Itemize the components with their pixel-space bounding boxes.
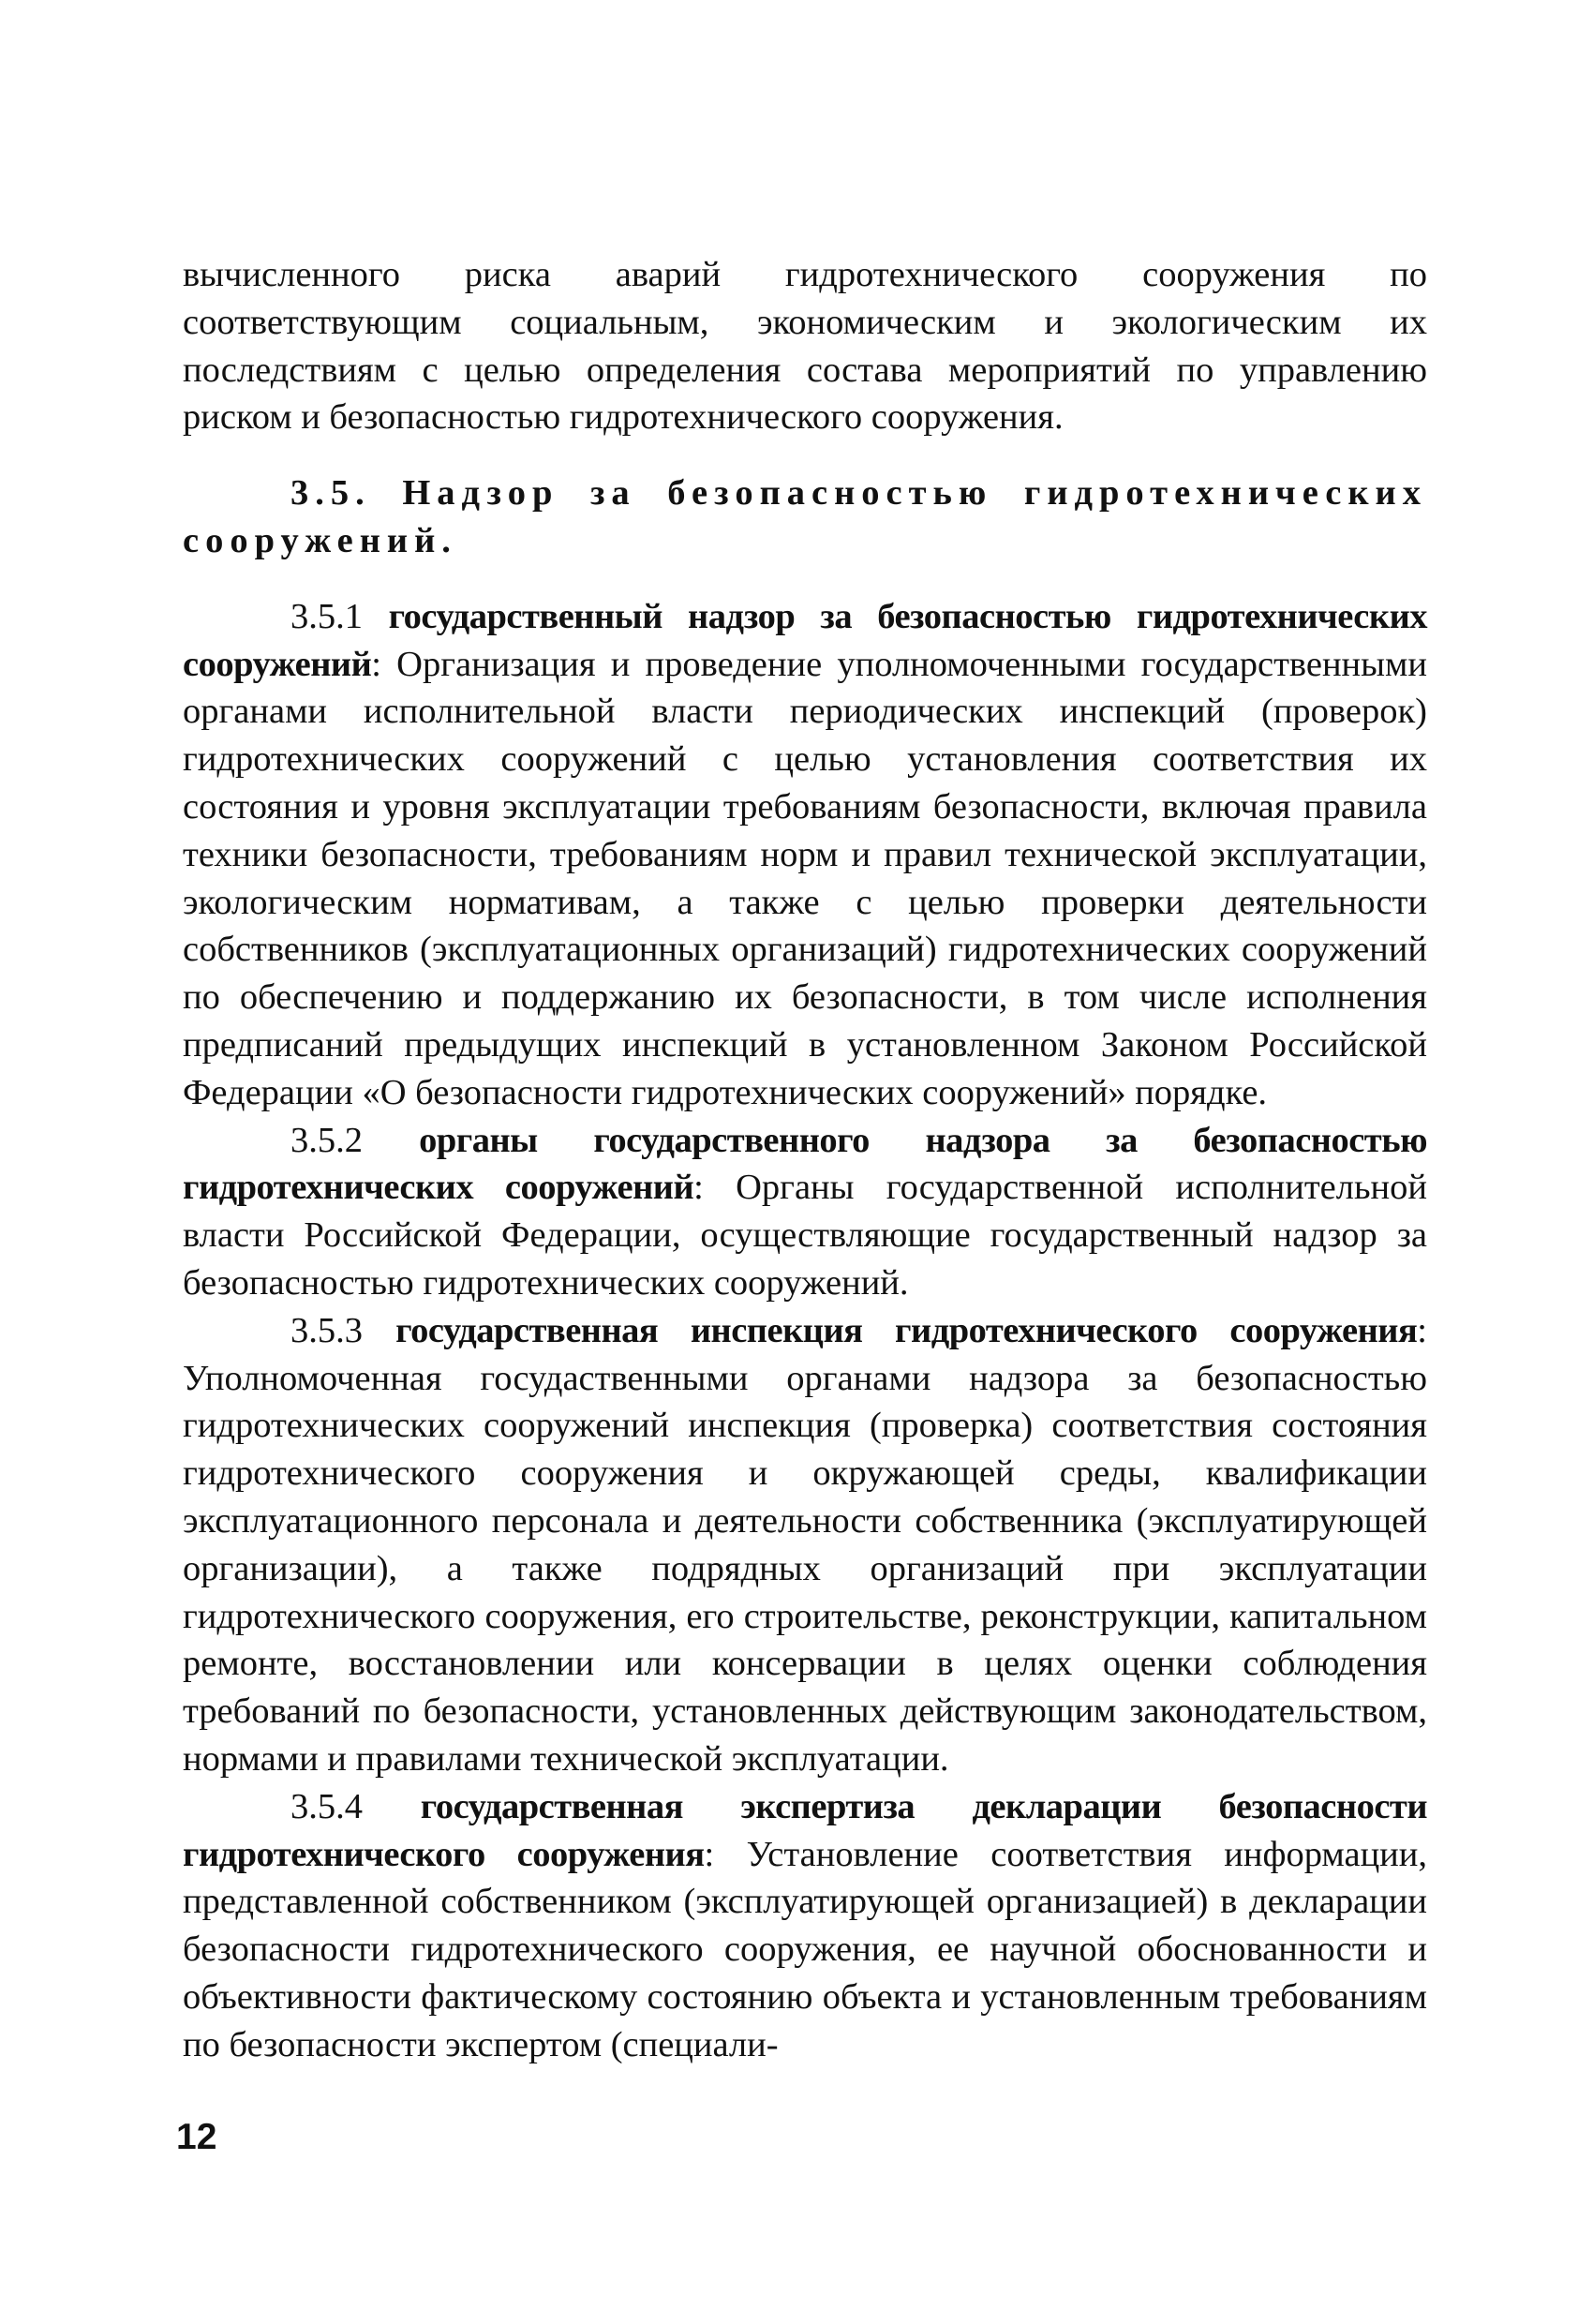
definition-text: : Организация и проведение уполномоченными государственными органами исполнительной власти периодических инспекций (проверок) гидротехнических сооружений с целью установления соответствия их состояния и уровня эксплуатации требованиям безопасности, включая правила техники безопасности, требованиям норм и правил технической эксплуатации, экологическим нормативам, а также с целью проверки деятельности собственников (эксплуатационных организаций) гидротехнических сооружений по обеспечению и поддержанию их безопасности, в том числе исполнения предписаний предыдущих инспекций в установленном Законом Российской Федерации «О безопасности гидротехнических сооружений» порядке. bbox=[183, 644, 1427, 1112]
definition-3-5-2 bbox=[183, 1117, 1427, 1307]
definition-number: 3.5.3 bbox=[290, 1310, 396, 1350]
definition-3-5-3 bbox=[183, 1307, 1427, 1783]
definition-term: государственная инспекция гидротехнического сооружения bbox=[395, 1310, 1418, 1350]
definition-number: 3.5.2 bbox=[290, 1120, 420, 1160]
definition-text: : Уполномоченная госудаственными органами надзора за безопасностью гидротехнических сооружений инспекция (проверка) соответствия состояния гидротехнического сооружения и окружающей среды, квалификации эксплуатационного персонала и деятельности собственника (эксплуатирующей организации), а также подрядных организаций при эксплуатации гидротехнического сооружения, его строительстве, реконструкции, капитальном ремонте, восстановлении или консервации в целях оценки соблюдения требований по безопасности, установленных действующим законодательством, нормами и правилами технической эксплуатации. bbox=[183, 1310, 1427, 1779]
page-number: 12 bbox=[176, 2117, 217, 2157]
definition-text: : Органы государственной исполнительной власти Российской Федерации, осуществляющие государственный надзор за безопасностью гидротехнических сооружений. bbox=[183, 1168, 1427, 1303]
page-body bbox=[183, 251, 1427, 2068]
definition-3-5-1 bbox=[183, 593, 1427, 1117]
section-heading: 3.5. Надзор за безопасностью гидротехнических сооружений. bbox=[183, 473, 1427, 560]
definition-3-5-4 bbox=[183, 1783, 1427, 2069]
definition-number: 3.5.1 bbox=[290, 596, 389, 636]
definition-term: государственный надзор за безопасностью гидротехнических сооружений bbox=[183, 596, 1428, 684]
intro-paragraph: вычисленного риска аварий гидротехнического сооружения по соответствующим социальным, экономическим и экологическим их последствиям с целью определения состава мероприятий по управлению риском и безопасностью гидротехнического сооружения. bbox=[183, 255, 1427, 438]
definition-number: 3.5.4 bbox=[290, 1786, 421, 1826]
definition-term: государственная экспертиза декларации безопасности гидротехнического сооружения bbox=[183, 1786, 1428, 1874]
definition-text: : Установление соответствия информации, представленной собственником (эксплуатирующей организацией) в декларации безопасности гидротехнического сооружения, ее научной обоснованности и объективности фактическому состоянию объекта и установленным требованиям по безопасности экспертом (специали- bbox=[183, 1834, 1427, 2064]
definition-term: органы государственного надзора за безопасностью гидротехнических сооружений bbox=[183, 1120, 1427, 1208]
